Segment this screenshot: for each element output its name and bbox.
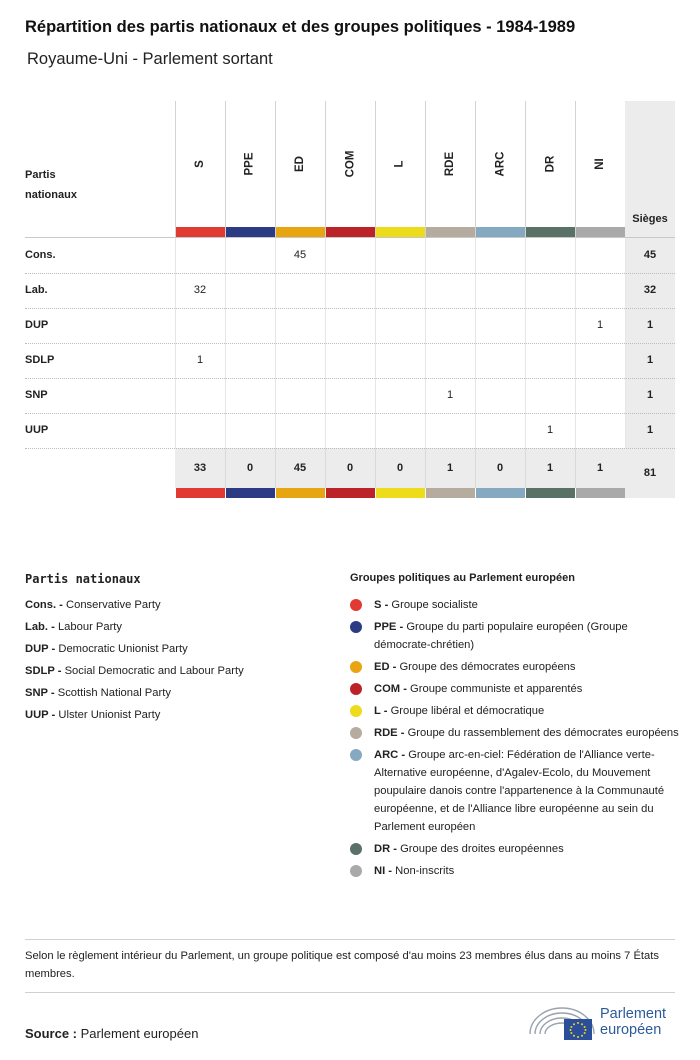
party-legend-item bbox=[25, 640, 325, 662]
group-total: 0 bbox=[246, 462, 254, 474]
group-total: 1 bbox=[596, 462, 604, 474]
cell-divider bbox=[275, 378, 276, 413]
cell-divider bbox=[425, 343, 426, 378]
cell-divider bbox=[275, 413, 276, 448]
group-abbr: S - bbox=[374, 599, 389, 611]
divider bbox=[25, 992, 675, 993]
groups-legend-title: Groupes politiques au Parlement européen bbox=[350, 572, 575, 584]
source-value: Parlement européen bbox=[80, 1026, 199, 1041]
group-abbr: NI - bbox=[374, 865, 393, 877]
party-name: SDLP bbox=[25, 354, 55, 366]
seat-cell: 1 bbox=[446, 389, 454, 401]
cell-divider bbox=[175, 413, 176, 448]
group-full-name: Non-inscrits bbox=[395, 865, 455, 877]
row-total: 45 bbox=[643, 249, 657, 261]
group-color-bar-bottom bbox=[376, 488, 425, 498]
seat-cell: 45 bbox=[293, 249, 307, 261]
cell-divider bbox=[275, 308, 276, 343]
group-abbr: RDE - bbox=[374, 727, 405, 739]
cell-divider bbox=[325, 343, 326, 378]
cell-divider bbox=[275, 343, 276, 378]
party-abbr: Cons. - bbox=[25, 599, 63, 611]
logo-text-line2: européen bbox=[600, 1022, 662, 1038]
group-legend-item bbox=[350, 658, 680, 676]
cell-divider bbox=[375, 238, 376, 273]
group-color-bar-bottom bbox=[426, 488, 475, 498]
group-full-name: Groupe socialiste bbox=[391, 599, 478, 611]
group-full-name: Groupe des droites européennes bbox=[400, 843, 564, 855]
cell-divider bbox=[375, 343, 376, 378]
party-name: Cons. bbox=[25, 249, 56, 261]
cell-divider bbox=[575, 378, 576, 413]
cell-divider bbox=[175, 308, 176, 343]
party-full-name: Ulster Unionist Party bbox=[58, 709, 161, 721]
grand-total: 81 bbox=[643, 467, 657, 479]
cell-divider bbox=[325, 273, 326, 308]
row-separator bbox=[25, 448, 675, 449]
cell-divider bbox=[375, 273, 376, 308]
group-color-bar-top bbox=[426, 227, 475, 237]
group-color-bar-bottom bbox=[176, 488, 225, 498]
cell-divider bbox=[275, 273, 276, 308]
group-color-bar-bottom bbox=[576, 488, 625, 498]
group-color-dot bbox=[350, 661, 362, 673]
party-legend-item bbox=[25, 684, 325, 706]
group-legend-item bbox=[350, 862, 680, 880]
party-name: UUP bbox=[25, 424, 49, 436]
group-column-header bbox=[475, 101, 525, 227]
cell-divider bbox=[225, 343, 226, 378]
parliament-logo bbox=[528, 1002, 678, 1042]
seat-cell: 32 bbox=[193, 284, 207, 296]
group-legend-item bbox=[350, 618, 680, 654]
cell-divider bbox=[525, 308, 526, 343]
cell-divider bbox=[575, 413, 576, 448]
party-full-name: Labour Party bbox=[57, 621, 123, 633]
cell-divider bbox=[425, 308, 426, 343]
party-legend-item bbox=[25, 596, 325, 618]
cell-divider bbox=[225, 273, 226, 308]
group-color-dot bbox=[350, 727, 362, 739]
group-column-header bbox=[325, 101, 375, 227]
seats-column-header: Sièges bbox=[632, 213, 668, 225]
group-full-name: Groupe des démocrates européens bbox=[399, 661, 576, 673]
party-column-header: Partis nationaux bbox=[25, 169, 77, 201]
group-color-bar-top bbox=[476, 227, 525, 237]
row-total: 1 bbox=[646, 424, 654, 436]
group-code: DR bbox=[544, 155, 556, 173]
logo-text bbox=[600, 1006, 666, 1038]
parties-legend-title: Partis nationaux bbox=[25, 572, 141, 586]
group-color-dot bbox=[350, 683, 362, 695]
cell-divider bbox=[175, 238, 176, 273]
group-column-header bbox=[525, 101, 575, 227]
cell-divider bbox=[525, 273, 526, 308]
group-abbr: ED - bbox=[374, 661, 397, 673]
cell-divider bbox=[325, 238, 326, 273]
cell-divider bbox=[225, 308, 226, 343]
hemicycle-icon bbox=[528, 1002, 598, 1042]
cell-divider bbox=[225, 378, 226, 413]
group-total: 1 bbox=[446, 462, 454, 474]
group-abbr: ARC - bbox=[374, 749, 406, 761]
party-full-name: Conservative Party bbox=[66, 599, 161, 611]
group-color-bar-top bbox=[226, 227, 275, 237]
group-color-bar-top bbox=[276, 227, 325, 237]
cell-divider bbox=[525, 378, 526, 413]
cell-divider bbox=[425, 273, 426, 308]
table-row bbox=[25, 413, 675, 448]
row-total: 32 bbox=[643, 284, 657, 296]
group-code: ARC bbox=[493, 151, 506, 177]
table-row bbox=[25, 343, 675, 378]
group-color-bar-top bbox=[326, 227, 375, 237]
group-code: COM bbox=[344, 150, 356, 178]
group-legend-item bbox=[350, 724, 680, 742]
group-color-bar-top bbox=[526, 227, 575, 237]
group-code: ED bbox=[293, 156, 306, 172]
distribution-table bbox=[25, 101, 675, 498]
group-color-dot bbox=[350, 621, 362, 633]
group-legend-item bbox=[350, 596, 680, 614]
cell-divider bbox=[475, 343, 476, 378]
cell-divider bbox=[325, 413, 326, 448]
table-row bbox=[25, 308, 675, 343]
group-total: 45 bbox=[293, 462, 307, 474]
party-name: SNP bbox=[25, 389, 48, 401]
party-legend-item bbox=[25, 662, 325, 684]
table-row bbox=[25, 378, 675, 413]
group-column-header bbox=[275, 101, 325, 227]
cell-divider bbox=[325, 378, 326, 413]
group-column-header bbox=[225, 101, 275, 227]
party-abbr: Lab. - bbox=[25, 621, 55, 633]
group-total: 1 bbox=[546, 462, 554, 474]
group-abbr: DR - bbox=[374, 843, 397, 855]
group-code: RDE bbox=[444, 151, 456, 177]
groups-legend bbox=[350, 596, 680, 884]
cell-divider bbox=[525, 238, 526, 273]
party-full-name: Scottish National Party bbox=[57, 687, 171, 699]
group-color-dot bbox=[350, 599, 362, 611]
group-color-bar-bottom bbox=[526, 488, 575, 498]
cell-divider bbox=[575, 343, 576, 378]
cell-divider bbox=[475, 238, 476, 273]
group-column-header bbox=[425, 101, 475, 227]
group-full-name: Groupe du parti populaire européen (Groupe démocrate-chrétien) bbox=[374, 621, 628, 651]
cell-divider bbox=[375, 378, 376, 413]
cell-divider bbox=[375, 308, 376, 343]
group-total: 0 bbox=[346, 462, 354, 474]
party-abbr: SNP - bbox=[25, 687, 55, 699]
divider bbox=[25, 939, 675, 940]
group-legend-item bbox=[350, 746, 680, 836]
cell-divider bbox=[425, 413, 426, 448]
row-total: 1 bbox=[646, 354, 654, 366]
seat-cell: 1 bbox=[596, 319, 604, 331]
row-total: 1 bbox=[646, 389, 654, 401]
group-full-name: Groupe du rassemblement des démocrates européens bbox=[407, 727, 679, 739]
footnote: Selon le règlement intérieur du Parlement, un groupe politique est composé d'au moins 23 membres élus dans au moins 7 États membres. bbox=[25, 950, 659, 980]
group-full-name: Groupe arc-en-ciel: Fédération de l'Alliance verte-Alternative européenne, d'Agalev-Ecolo, du Mouvement poupulaire danois contre l'appartenence à la Communauté européenne, et de l'Alliance libre européenne au sein du Parlement européen bbox=[374, 749, 665, 833]
group-column-header bbox=[575, 101, 625, 227]
seat-cell: 1 bbox=[196, 354, 204, 366]
logo-text-line1: Parlement bbox=[600, 1006, 667, 1022]
group-full-name: Groupe libéral et démocratique bbox=[390, 705, 545, 717]
row-total: 1 bbox=[646, 319, 654, 331]
group-total: 0 bbox=[396, 462, 404, 474]
group-code: S bbox=[193, 160, 206, 168]
group-code: NI bbox=[594, 158, 606, 170]
page-title: Répartition des partis nationaux et des groupes politiques - 1984-1989 bbox=[25, 18, 576, 36]
table-row bbox=[25, 238, 675, 273]
group-color-dot bbox=[350, 749, 362, 761]
cell-divider bbox=[475, 378, 476, 413]
party-abbr: SDLP - bbox=[25, 665, 62, 677]
group-color-dot bbox=[350, 843, 362, 855]
cell-divider bbox=[525, 343, 526, 378]
group-color-bar-bottom bbox=[326, 488, 375, 498]
group-color-bar-top bbox=[376, 227, 425, 237]
group-color-bar-bottom bbox=[226, 488, 275, 498]
page-subtitle: Royaume-Uni - Parlement sortant bbox=[27, 50, 273, 68]
parties-legend bbox=[25, 596, 325, 728]
source-label: Source : bbox=[25, 1026, 78, 1041]
cell-divider bbox=[475, 273, 476, 308]
group-color-bar-top bbox=[576, 227, 625, 237]
source-line bbox=[25, 1026, 198, 1041]
party-abbr: UUP - bbox=[25, 709, 56, 721]
cell-divider bbox=[475, 308, 476, 343]
seat-cell: 1 bbox=[546, 424, 554, 436]
cell-divider bbox=[225, 413, 226, 448]
cell-divider bbox=[375, 413, 376, 448]
group-color-bar-bottom bbox=[276, 488, 325, 498]
group-color-bar-top bbox=[176, 227, 225, 237]
party-legend-item bbox=[25, 618, 325, 640]
group-full-name: Groupe communiste et apparentés bbox=[410, 683, 583, 695]
group-code: L bbox=[394, 160, 406, 168]
totals-row bbox=[175, 448, 625, 488]
party-abbr: DUP - bbox=[25, 643, 56, 655]
group-abbr: COM - bbox=[374, 683, 407, 695]
group-color-dot bbox=[350, 865, 362, 877]
group-total: 0 bbox=[496, 462, 504, 474]
party-name: DUP bbox=[25, 319, 49, 331]
cell-divider bbox=[575, 273, 576, 308]
cell-divider bbox=[325, 308, 326, 343]
group-color-dot bbox=[350, 705, 362, 717]
group-column-header bbox=[375, 101, 425, 227]
table-row bbox=[25, 273, 675, 308]
group-abbr: PPE - bbox=[374, 621, 404, 633]
group-legend-item bbox=[350, 680, 680, 698]
party-full-name: Democratic Unionist Party bbox=[58, 643, 188, 655]
cell-divider bbox=[575, 238, 576, 273]
group-color-bar-bottom bbox=[476, 488, 525, 498]
party-name: Lab. bbox=[25, 284, 48, 296]
cell-divider bbox=[425, 238, 426, 273]
party-legend-item bbox=[25, 706, 325, 728]
cell-divider bbox=[225, 238, 226, 273]
group-abbr: L - bbox=[374, 705, 388, 717]
cell-divider bbox=[475, 413, 476, 448]
group-legend-item bbox=[350, 840, 680, 858]
group-total: 33 bbox=[193, 462, 207, 474]
party-full-name: Social Democratic and Labour Party bbox=[64, 665, 244, 677]
cell-divider bbox=[175, 378, 176, 413]
group-column-header bbox=[175, 101, 225, 227]
group-code: PPE bbox=[243, 152, 256, 176]
group-legend-item bbox=[350, 702, 680, 720]
